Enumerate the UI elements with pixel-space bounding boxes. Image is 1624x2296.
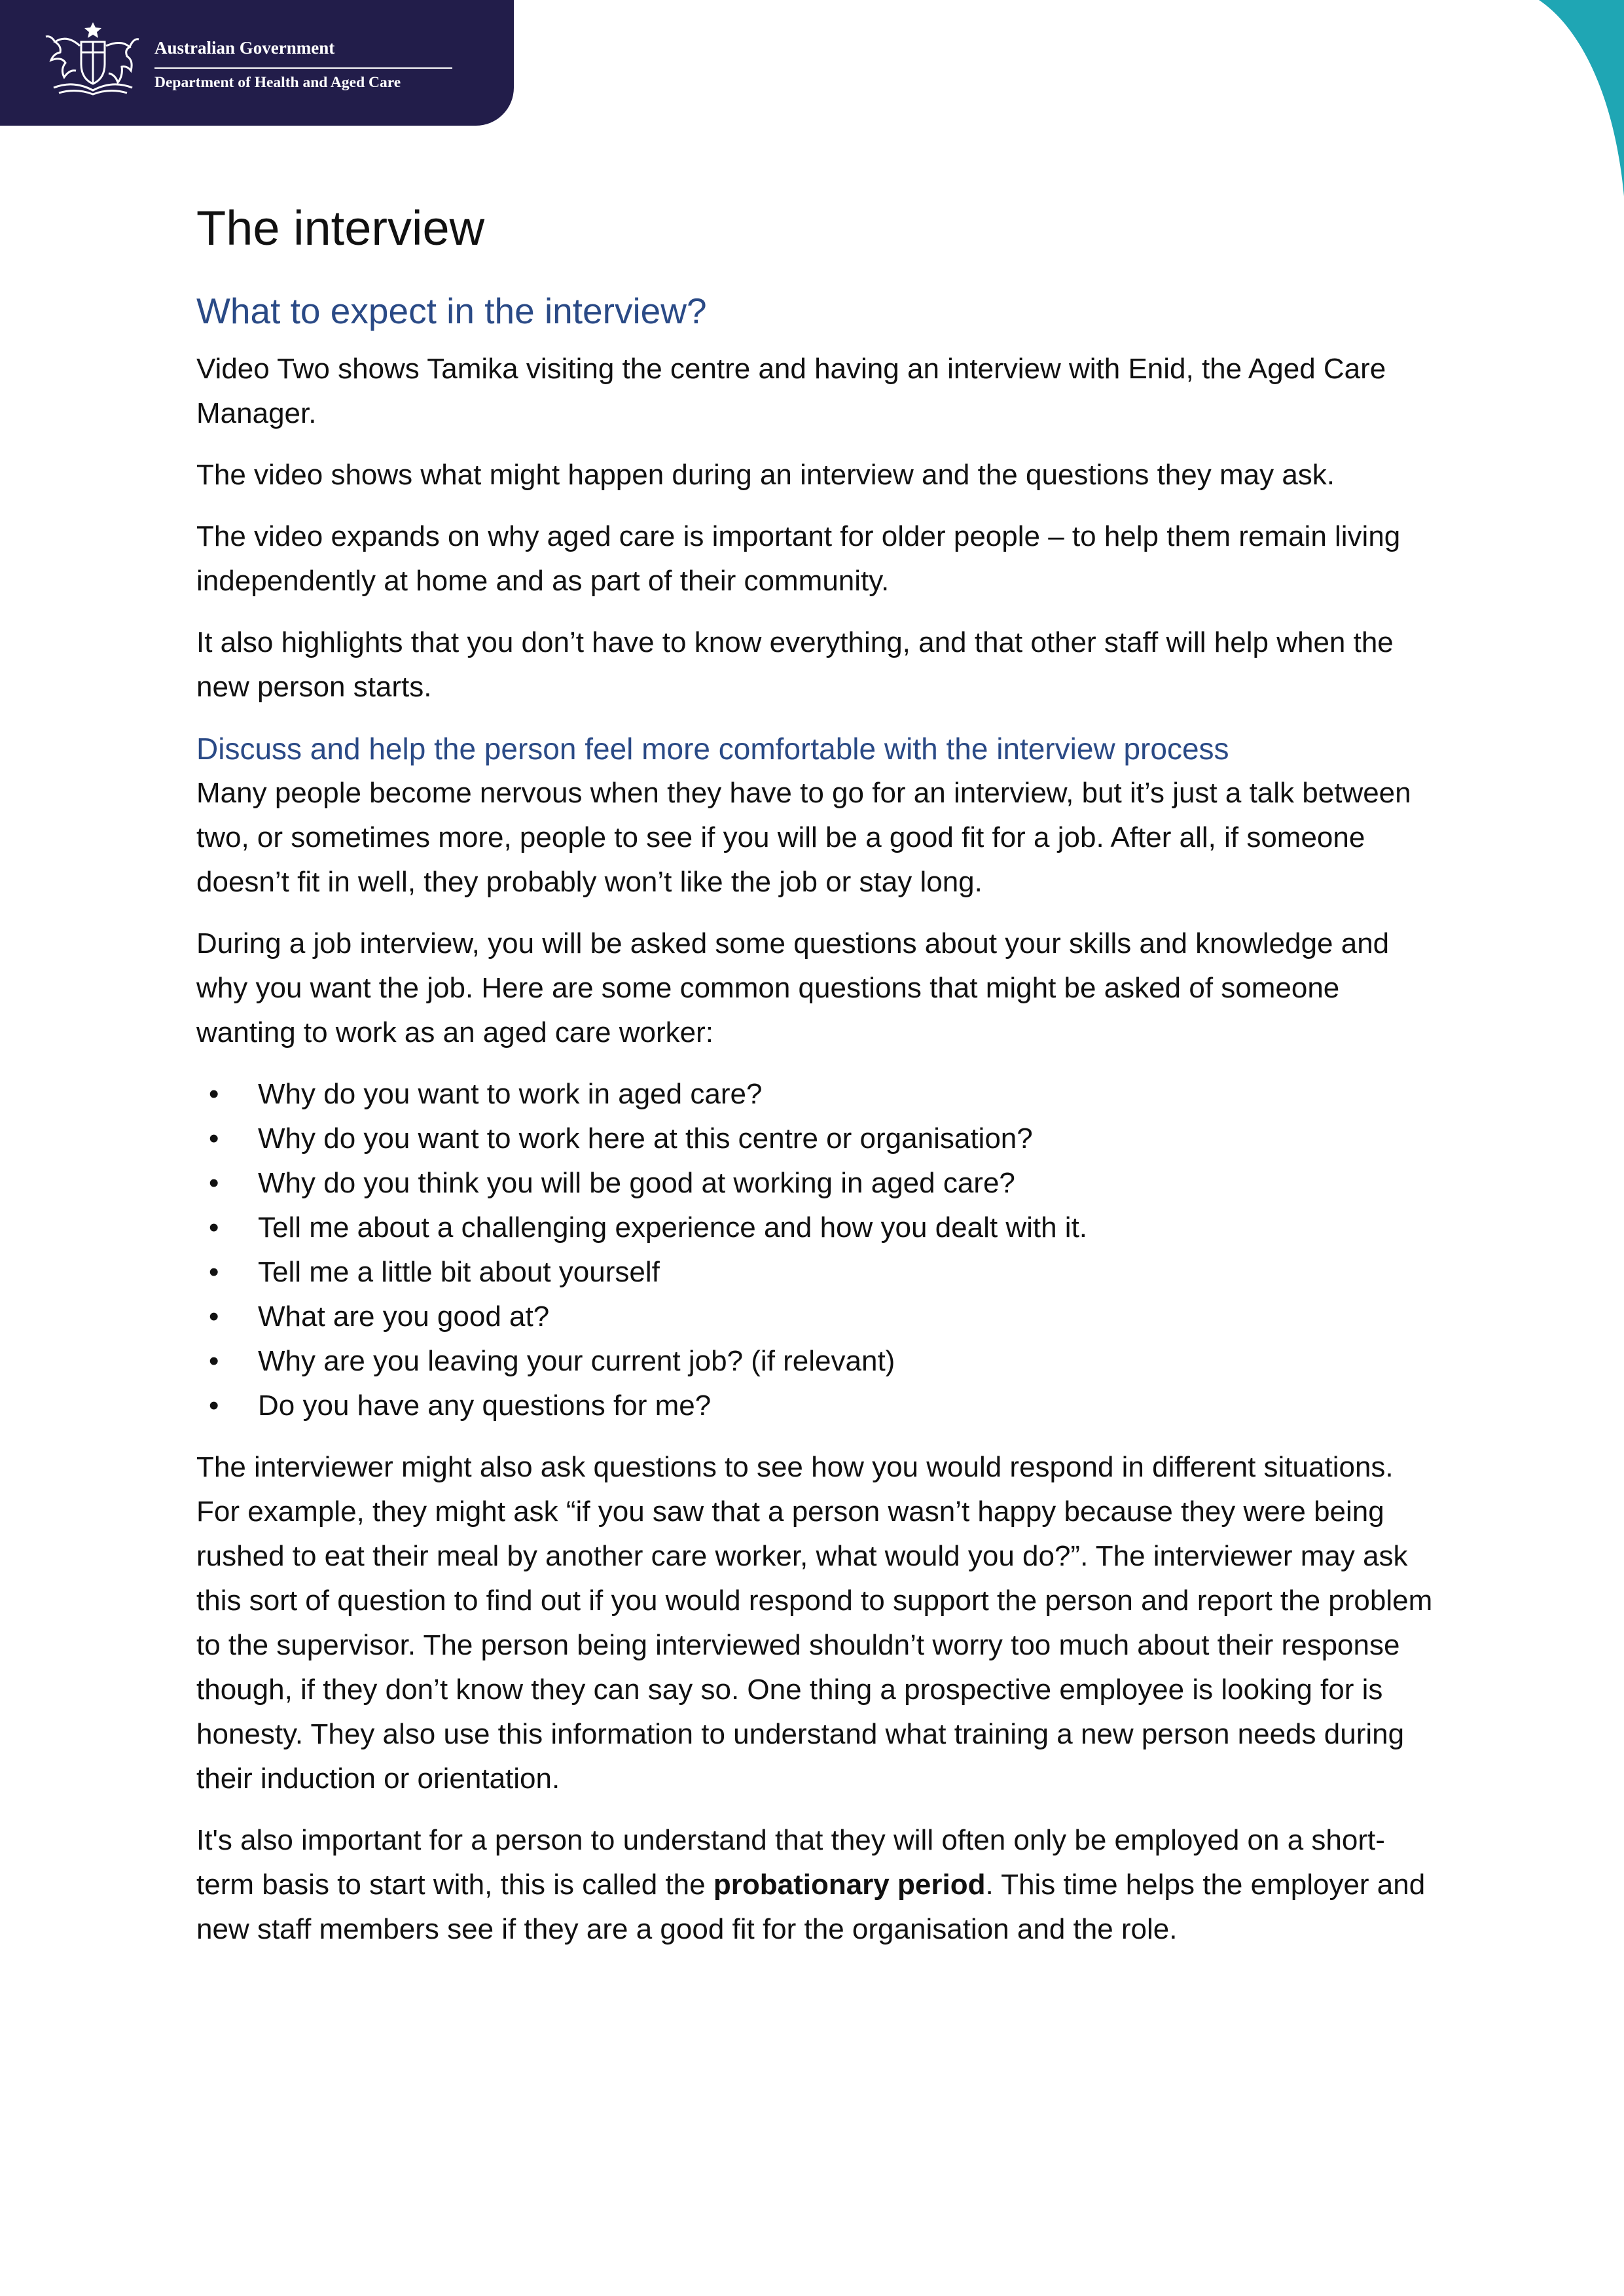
probation-paragraph: [196, 1818, 1440, 1952]
corner-decoration: [1428, 0, 1624, 196]
paragraph: It also highlights that you don’t have to know everything, and that other staff will help when the new person starts.: [196, 626, 1394, 703]
paragraph: The video expands on why aged care is important for older people – to help them remain living independently at home and as part of their community.: [196, 520, 1401, 597]
department-name: Department of Health and Aged Care: [154, 74, 401, 91]
list-item: • Tell me about a challenging experience and how you dealt with it.: [196, 1206, 1440, 1250]
list-item: • Why are you leaving your current job? (if relevant): [196, 1339, 1440, 1384]
header-divider: [154, 67, 452, 69]
paragraph: The video shows what might happen during an interview and the questions they may ask.: [196, 458, 1335, 491]
paragraph: The interviewer might also ask questions to see how you would respond in different situations. For example, they might ask “if you saw that a person wasn’t happy because they were being rushed to eat their meal by another care worker, what would you do?”. The interviewer may ask this sort of question to find out if you would respond to support the person and report the problem to the supervisor. The person being interviewed shouldn’t worry too much about their response though, if they don’t know they can say so. One thing a prospective employee is looking for is honesty. They also use this information to understand what training a new person needs during their induction or orientation.: [196, 1450, 1433, 1795]
commonwealth-coat-of-arms-icon: [41, 20, 145, 98]
probation-text-after: . This time helps the employer and new staff members see if they are a good fit for the organisation and the role.: [196, 1868, 1426, 1945]
list-item: • Tell me a little bit about yourself: [196, 1250, 1440, 1295]
government-header-banner: [0, 0, 514, 126]
probation-term: probationary period: [713, 1868, 986, 1901]
interview-questions-list: [196, 1072, 1440, 1428]
document-body: [196, 200, 1440, 1969]
probation-text-before: It's also important for a person to understand that they will often only be employed on a short-term basis to start with, this is called the: [196, 1823, 1385, 1901]
paragraph: Video Two shows Tamika visiting the centre and having an interview with Enid, the Aged Care Manager.: [196, 352, 1386, 429]
section-heading: What to expect in the interview?: [196, 290, 707, 331]
paragraph: Many people become nervous when they have to go for an interview, but it’s just a talk between two, or sometimes more, people to see if you will be a good fit for a job. After all, if someone doesn’t fit in well, they probably won’t like the job or stay long.: [196, 776, 1411, 898]
subsection-heading: Discuss and help the person feel more comfortable with the interview process: [196, 731, 1229, 766]
government-name: Australian Government: [154, 38, 335, 58]
list-item: • Do you have any questions for me?: [196, 1384, 1440, 1428]
page-title: The interview: [196, 201, 485, 255]
paragraph: During a job interview, you will be asked some questions about your skills and knowledge and why you want the job. Here are some common questions that might be asked of someone wanting to work as an aged care worker:: [196, 927, 1390, 1049]
list-item: • Why do you want to work here at this centre or organisation?: [196, 1117, 1440, 1161]
list-item: • What are you good at?: [196, 1295, 1440, 1339]
list-item: • Why do you think you will be good at working in aged care?: [196, 1161, 1440, 1206]
list-item: • Why do you want to work in aged care?: [196, 1072, 1440, 1117]
